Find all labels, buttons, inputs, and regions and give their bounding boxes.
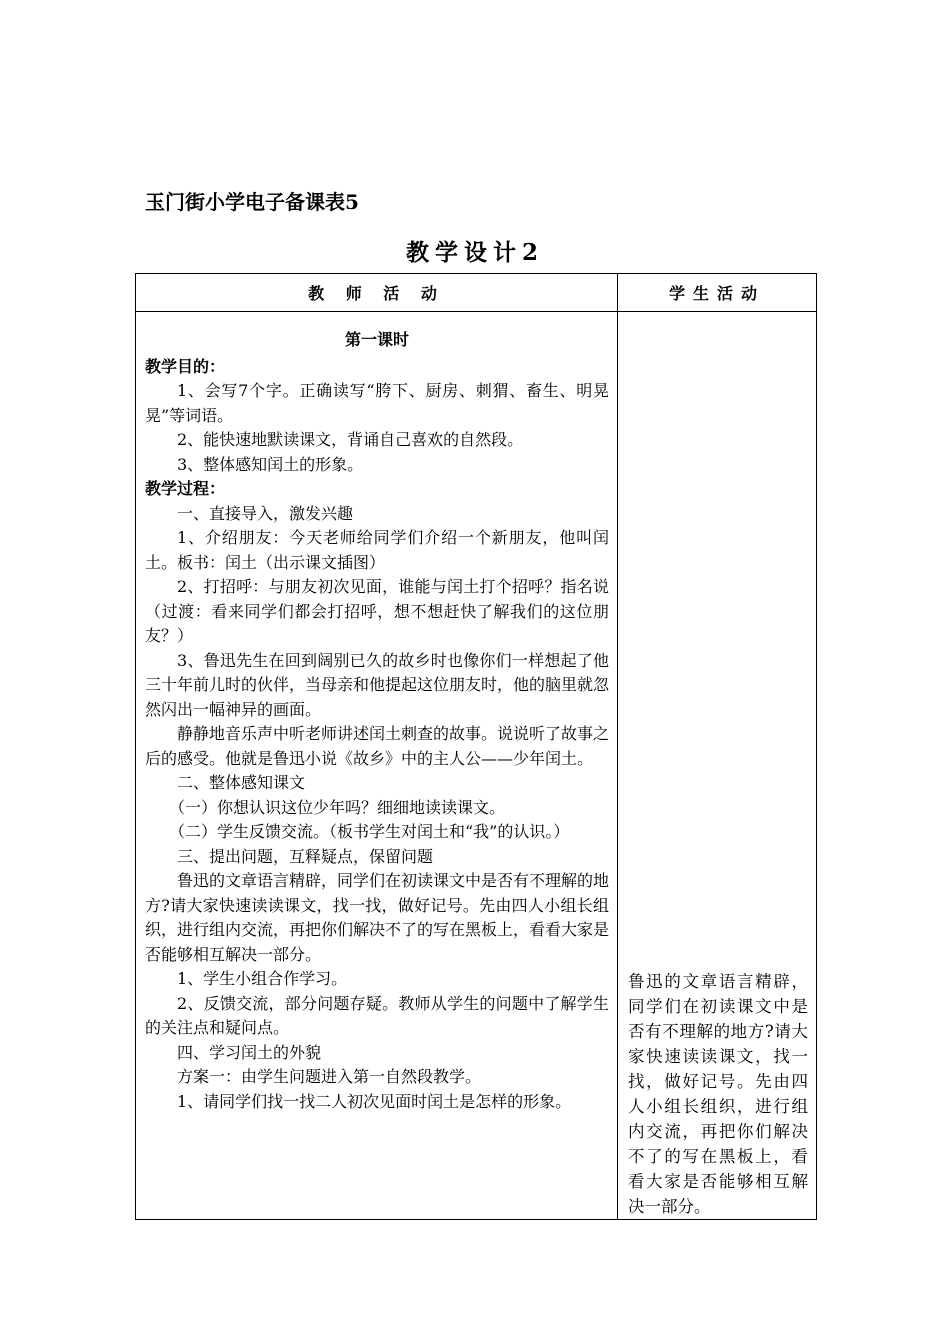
objective-item: 3、整体感知闰土的形象。 [177, 454, 364, 474]
process-step: 方案一：由学生问题进入第一自然段教学。 [177, 1067, 482, 1086]
table-body-row [136, 312, 817, 1220]
process-step: （一）你想认识这位少年吗？细细地读读课文。 [169, 797, 506, 817]
process-step: 2、反馈交流，部分问题存疑。教师从学生的问题中了解学生的关注点和疑问点。 [145, 993, 609, 1037]
process-step: 2、打招呼：与朋友初次见面，谁能与闰土打个招呼？指名说（过渡：看来同学们都会打招呼，想不想赶快了解我们的这位朋友？） [145, 577, 609, 645]
process-label: 教学过程： [145, 479, 226, 498]
design-title: 教学设计2 [405, 239, 544, 266]
process-step: 1、介绍朋友：今天老师给同学们介绍一个新朋友，他叫闰土。板书：闰土（出示课文插图） [145, 528, 609, 572]
student-activity-cell [618, 312, 817, 1220]
objective-item: 1、会写7个字。正确读写“胯下、厨房、刺猬、畜生、明晃晃”等词语。 [145, 381, 609, 425]
lesson-plan-table [135, 273, 817, 1220]
objectives-label: 教学目的： [145, 356, 226, 376]
process-step: 3、鲁迅先生在回到阔别已久的故乡时也像你们一样想起了他三十年前儿时的伙伴，当母亲和他提起这位朋友时，他的脑里就忽然闪出一幅神异的画面。 [145, 650, 610, 719]
teacher-activity-header: 教 师 活 动 [136, 274, 618, 312]
student-activity-header: 学生活动 [618, 274, 817, 312]
student-activity-text: 鲁迅的文章语言精辟，同学们在初读课文中是否有不理解的地方?请大家快速读读课文，找一找，做好记号。先由四人小组长组织，进行组内交流，再把你们解决不了的写在黑板上，看看大家是否能够相互解决一部分。 [628, 972, 808, 1216]
lesson-name: 第一课时 [344, 330, 409, 349]
process-step: 四、学习闰土的外貌 [177, 1042, 322, 1062]
process-step: 三、提出问题，互释疑点，保留问题 [177, 846, 434, 866]
school-title: 玉门街小学电子备课表5 [145, 190, 359, 214]
objective-item: 2、能快速地默读课文，背诵自己喜欢的自然段。 [177, 430, 524, 449]
process-step: 1、学生小组合作学习。 [177, 969, 348, 988]
table-header-row [136, 274, 817, 312]
process-step: 1、请同学们找一找二人初次见面时闰土是怎样的形象。 [177, 1091, 572, 1111]
process-step: 二、整体感知课文 [177, 773, 306, 792]
process-step: 一、直接导入，激发兴趣 [177, 503, 354, 523]
process-step: 静静地音乐声中听老师讲述闰土刺查的故事。说说听了故事之后的感受。他就是鲁迅小说《故乡》中的主人公——少年闰土。 [145, 724, 610, 768]
process-step: （二）学生反馈交流。（板书学生对闰土和“我”的认识。） [169, 822, 570, 841]
teacher-activity-cell [136, 312, 618, 1220]
process-step: 鲁迅的文章语言精辟，同学们在初读课文中是否有不理解的地方?请大家快速读读课文，找一找，做好记号。先由四人小组长组织，进行组内交流，再把你们解决不了的写在黑板上，看看大家是否能够相互解决一部分。 [145, 871, 610, 964]
